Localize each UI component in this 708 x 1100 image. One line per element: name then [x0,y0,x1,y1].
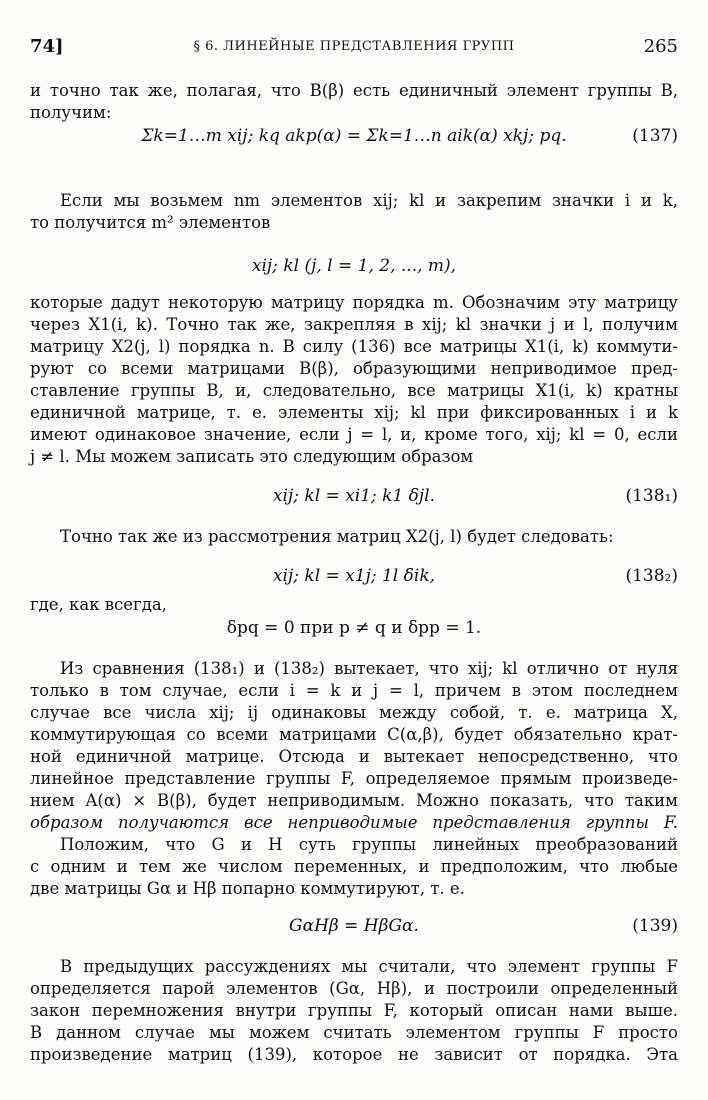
text-line: Положим, что G и H суть группы линейных преобразований [60,835,678,854]
text-line: матрицу X2(j, l) порядка n. В силу (136) все матрицы X1(i, k) коммути- [30,337,678,356]
text-line: две матрицы Gα и Hβ попарно коммутируют, т. е. [30,879,465,898]
text-line: руют со всеми матрицами B(β), образующими неприводимое пред- [30,359,678,378]
equation-138-2 [30,558,678,598]
text-line: то получится m² элементов [30,213,271,232]
text-line: ставление группы B, и, следовательно, все матрицы X1(i, k) кратны [30,381,678,400]
text-line: Точно так же из рассмотрения матриц X2(j, l) будет следовать: [60,527,614,546]
equation-139 [30,908,678,948]
text-line: нием A(α) × B(β), будет неприводимым. Можно показать, что таким [30,791,678,810]
equation-formula: xij; kl = x1j; 1l δik, [272,566,436,586]
text-line: В данном случае мы можем считать элементом группы F просто [30,1023,678,1042]
text-line: определяется парой элементов (Gα, Hβ), и построили определенный [30,979,678,998]
text-line: случае все числа xij; ij одинаковы между собой, т. е. матрица X, [30,703,678,722]
equation-number: (138₁) [625,486,678,506]
equation-formula: xij; kl = xi1; k1 δjl. [272,486,436,506]
equation-index-range [30,248,678,288]
section-number: 74] [30,36,64,57]
text-line: с одним и тем же числом переменных, и предположим, что любые [30,857,678,876]
text-line: ной единичной матрице. Отсюда и вытекает непосредственно, что [30,747,678,766]
text-line: образом получаются все неприводимые представления группы F. [30,813,678,832]
text-line: Из сравнения (138₁) и (138₂) вытекает, что xij; kl отлично от нуля [60,659,678,678]
text-line: В предыдущих рассуждениях мы считали, что элемент группы F [60,957,678,976]
text-line: закон перемножения внутри группы F, который описан нами выше. [30,1001,678,1020]
text-line: получим: [30,103,112,122]
equation-formula: GαHβ = HβGα. [289,916,419,936]
text-line: j ≠ l. Мы можем записать это следующим образом [30,447,474,466]
page-header [30,36,678,62]
text-line: только в том случае, если i = k и j = l, причем в этом последнем [30,681,678,700]
text-line: единичной матрице, т. е. элементы xij; kl при фиксированных i и k [30,403,678,422]
text-line: произведение матриц (139), которое не зависит от порядка. Эта [30,1045,678,1064]
equation-formula: xij; kl (j, l = 1, 2, ..., m), [251,256,457,276]
equation-formula: δpq = 0 при p ≠ q и δpp = 1. [226,618,482,638]
page-number: 265 [643,36,678,57]
equation-138-1 [30,478,678,518]
equation-formula: Σk=1…m xij; kq akp(α) = Σk=1…n aik(α) xkj; pq. [141,126,567,146]
equation-number: (139) [632,916,678,936]
equation-number: (138₂) [625,566,678,586]
text-line: которые дадут некоторую матрицу порядка m. Обозначим эту матрицу [30,293,678,312]
equation-number: (137) [632,126,678,146]
text-line: где, как всегда, [30,595,167,614]
text-line: имеют одинаковое значение, если j = l, и, кроме того, xij; kl = 0, если [30,425,678,444]
text-line: линейное представление группы F, определяемое прямым произведе- [30,769,678,788]
running-title: § 6. ЛИНЕЙНЫЕ ПРЕДСТАВЛЕНИЯ ГРУПП [193,39,515,54]
text-line: и точно так же, полагая, что B(β) есть единичный элемент группы B, [30,81,678,100]
equation-137 [30,118,678,158]
text-line: через X1(i, k). Точно так же, закрепляя в xij; kl значки j и l, получим [30,315,678,334]
text-line: Если мы возьмем nm элементов xij; kl и закрепим значки i и k, [60,191,678,210]
equation-kronecker-delta [30,610,678,650]
text-line: коммутирующая со всеми матрицами C(α,β), будет обязательно крат- [30,725,678,744]
